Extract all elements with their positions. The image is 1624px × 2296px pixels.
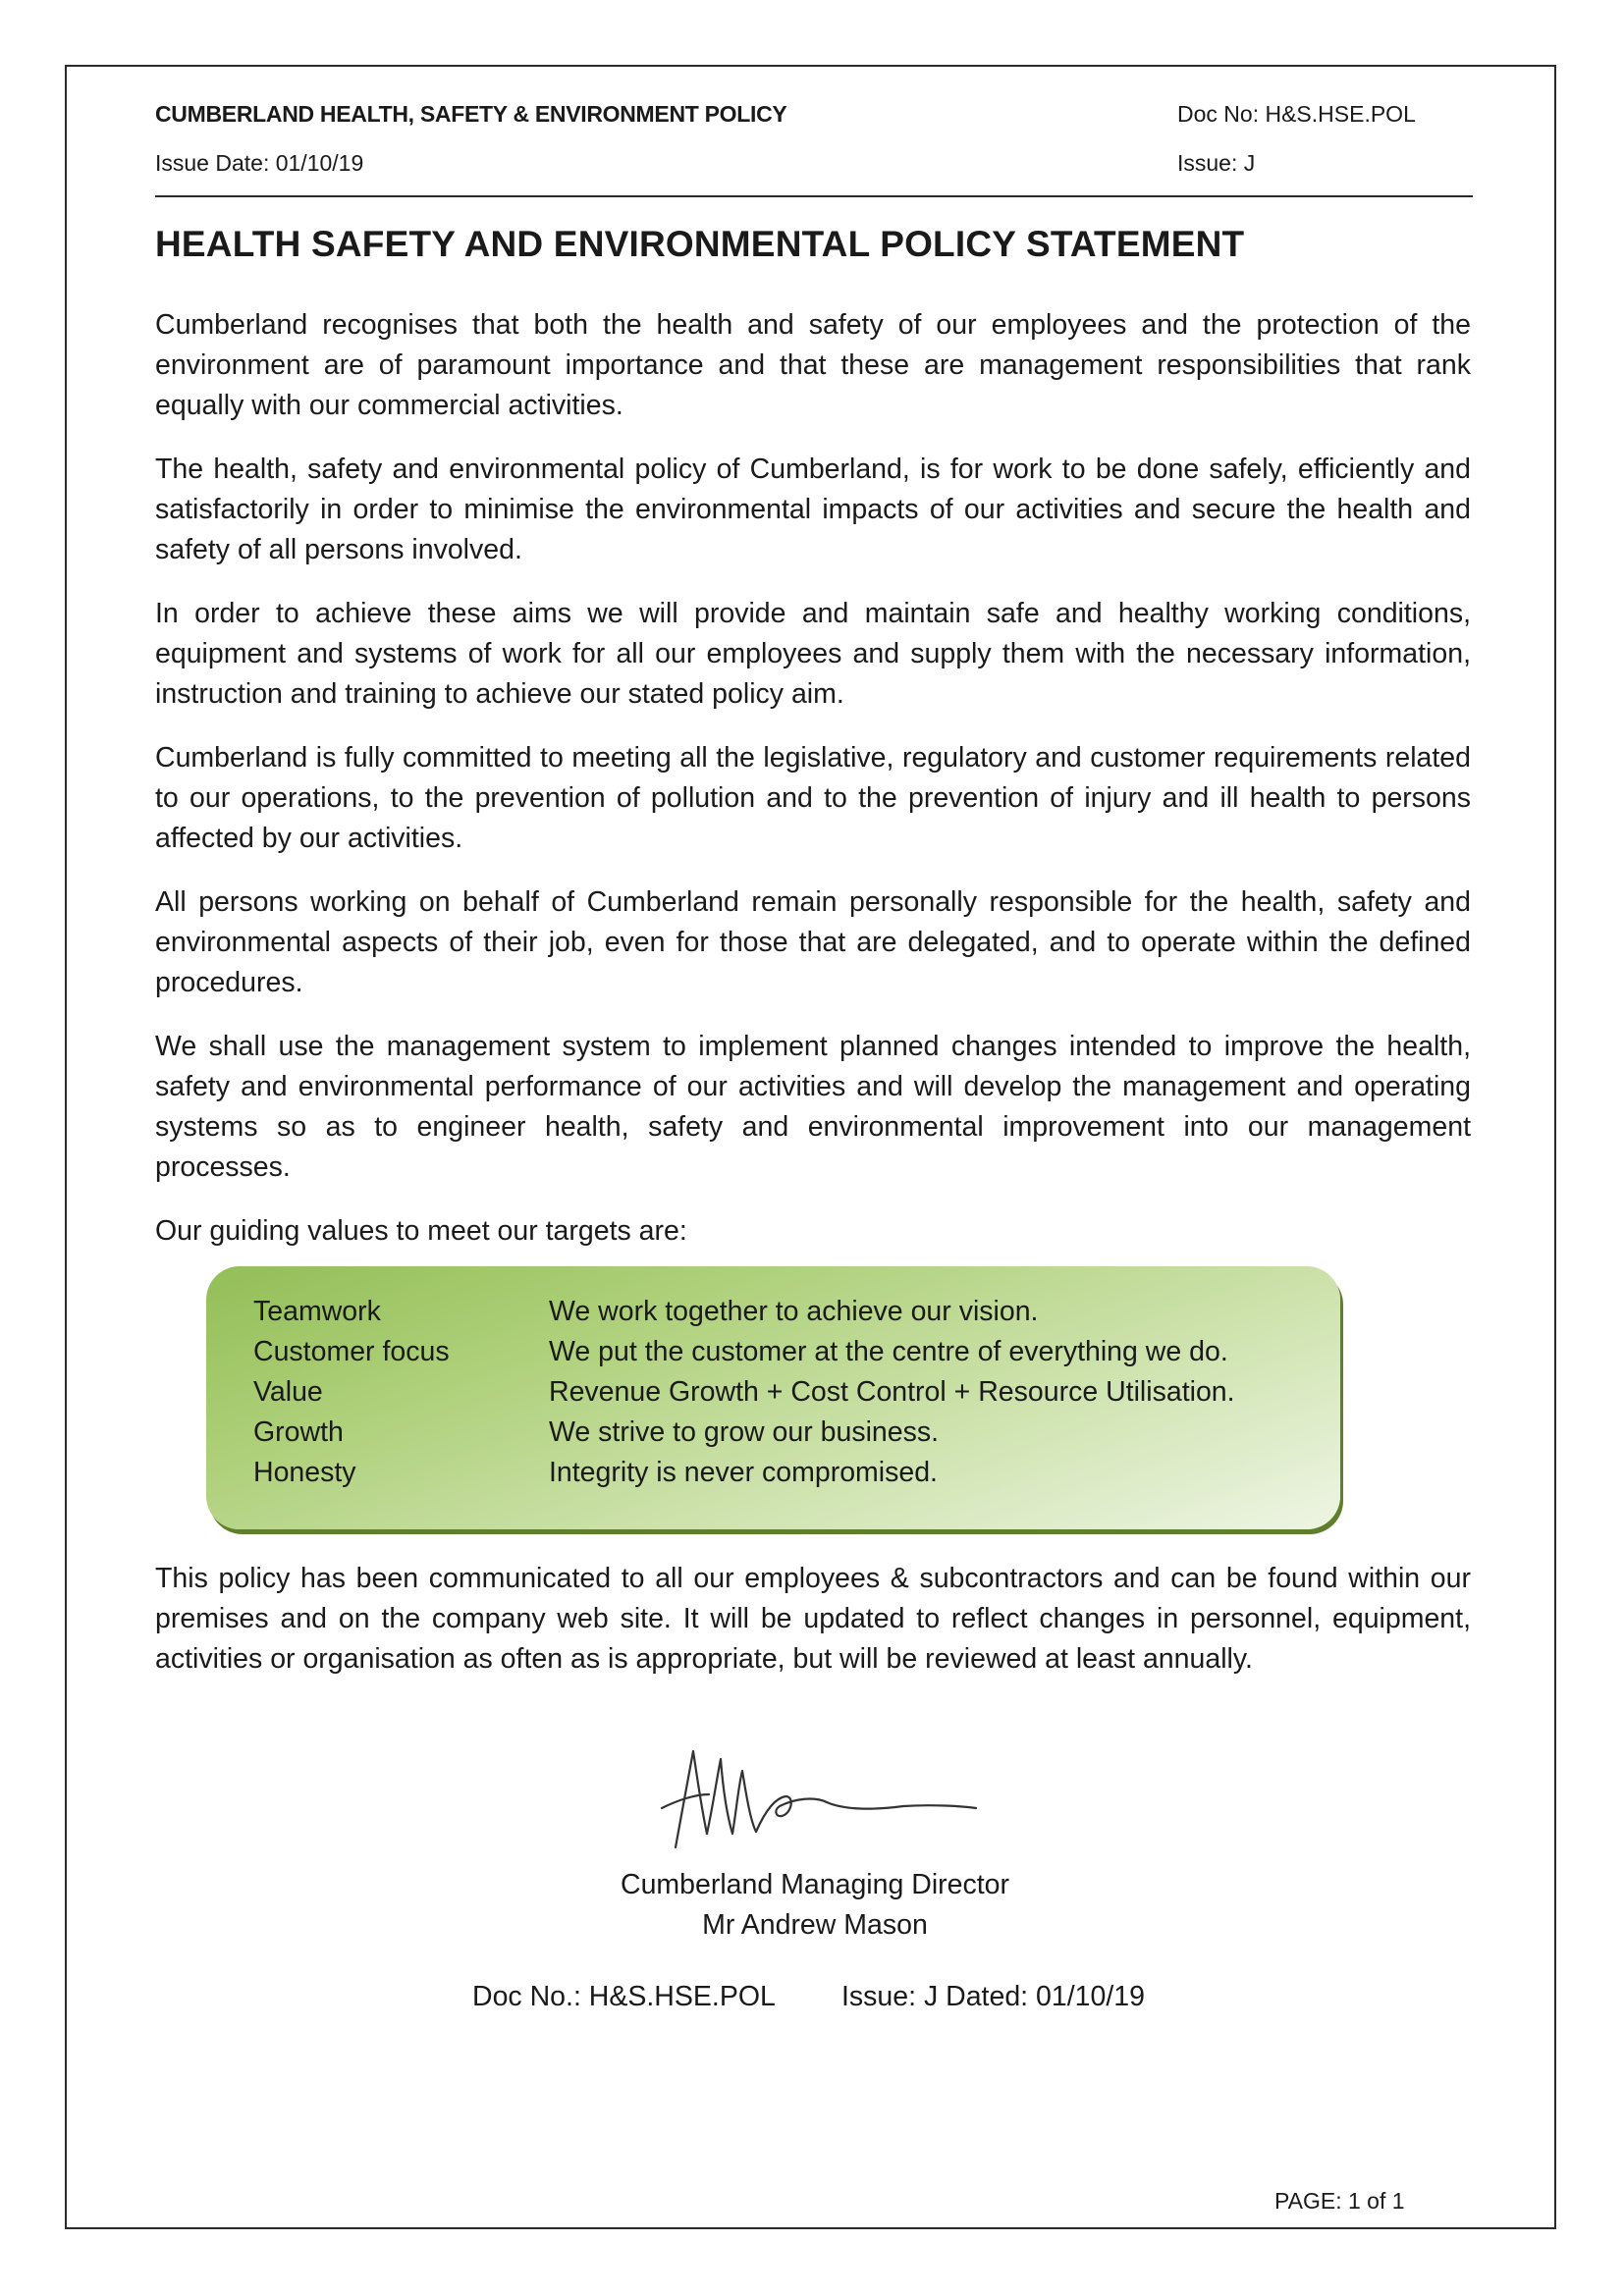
signatory-name: Mr Andrew Mason [702,1909,928,1941]
value-row [253,1292,1340,1332]
page-number: PAGE: 1 of 1 [1274,2188,1405,2214]
paragraph: We shall use the management system to implement planned changes intended to improve the health, safety and environmental performance of our activities and will develop the management and operating systems so as to engineer health, safety and environmental improvement into our management processes. [155,1031,1471,1183]
value-name: Value [253,1376,323,1408]
value-row [253,1372,1340,1413]
paragraph: In order to achieve these aims we will provide and maintain safe and healthy working conditions, equipment and systems of work for all our employees and supply them with the necessary information, instruction and training to achieve our stated policy aim. [155,598,1471,710]
paragraph: Cumberland recognises that both the health and safety of our employees and the protection of the environment are of paramount importance and that these are management responsibilities that rank equally with our commercial activities. [155,309,1471,421]
footer-doc-no: Doc No.: H&S.HSE.POL [472,1981,776,2012]
value-description: We put the customer at the centre of everything we do. [549,1336,1228,1367]
signature-image [648,1737,982,1865]
header-title: CUMBERLAND HEALTH, SAFETY & ENVIRONMENT POLICY [155,101,787,127]
value-row [253,1332,1340,1372]
value-description: We strive to grow our business. [549,1416,940,1448]
value-row [253,1453,1340,1493]
values-intro: Our guiding values to meet our targets are: [155,1215,687,1247]
value-name: Teamwork [253,1296,381,1327]
header-doc-no: Doc No: H&S.HSE.POL [1177,101,1416,127]
value-name: Honesty [253,1457,356,1488]
value-name: Customer focus [253,1336,450,1367]
policy-body [155,305,1471,1275]
value-description: We work together to achieve our vision. [549,1296,1039,1327]
guiding-values-box [206,1266,1340,1529]
signatory-role: Cumberland Managing Director [620,1869,1010,1900]
header-row-2 [155,150,1473,177]
value-description: Integrity is never compromised. [549,1457,938,1488]
paragraph: The health, safety and environmental policy of Cumberland, is for work to be done safely, efficiently and satisfactorily in order to minimise the environmental impacts of our activities and secure the health and safety of all persons involved. [155,454,1471,565]
header-row-1 [155,101,1473,128]
header-divider [155,195,1473,197]
paragraph: Cumberland is fully committed to meeting all the legislative, regulatory and customer requirements related to our operations, to the prevention of pollution and to the prevention of injury and ill health to persons affected by our activities. [155,742,1471,854]
value-row [253,1413,1340,1453]
header-issue: Issue: J [1177,150,1256,176]
footer-issue-dated: Issue: J Dated: 01/10/19 [841,1981,1145,2012]
paragraph: All persons working on behalf of Cumberland remain personally responsible for the health, safety and environmental aspects of their job, even for those that are delegated, and to operate within the defined procedures. [155,886,1471,998]
value-description: Revenue Growth + Cost Control + Resource Utilisation. [549,1376,1235,1408]
document-title: HEALTH SAFETY AND ENVIRONMENTAL POLICY STATEMENT [155,224,1245,264]
value-name: Growth [253,1416,344,1448]
closing-paragraph: This policy has been communicated to all our employees & subcontractors and can be found within our premises and on the company web site. It will be updated to reflect changes in personnel, equipment, activities or organisation as often as is appropriate, but will be reviewed at least annually. [155,1563,1471,1675]
header-issue-date: Issue Date: 01/10/19 [155,150,364,176]
